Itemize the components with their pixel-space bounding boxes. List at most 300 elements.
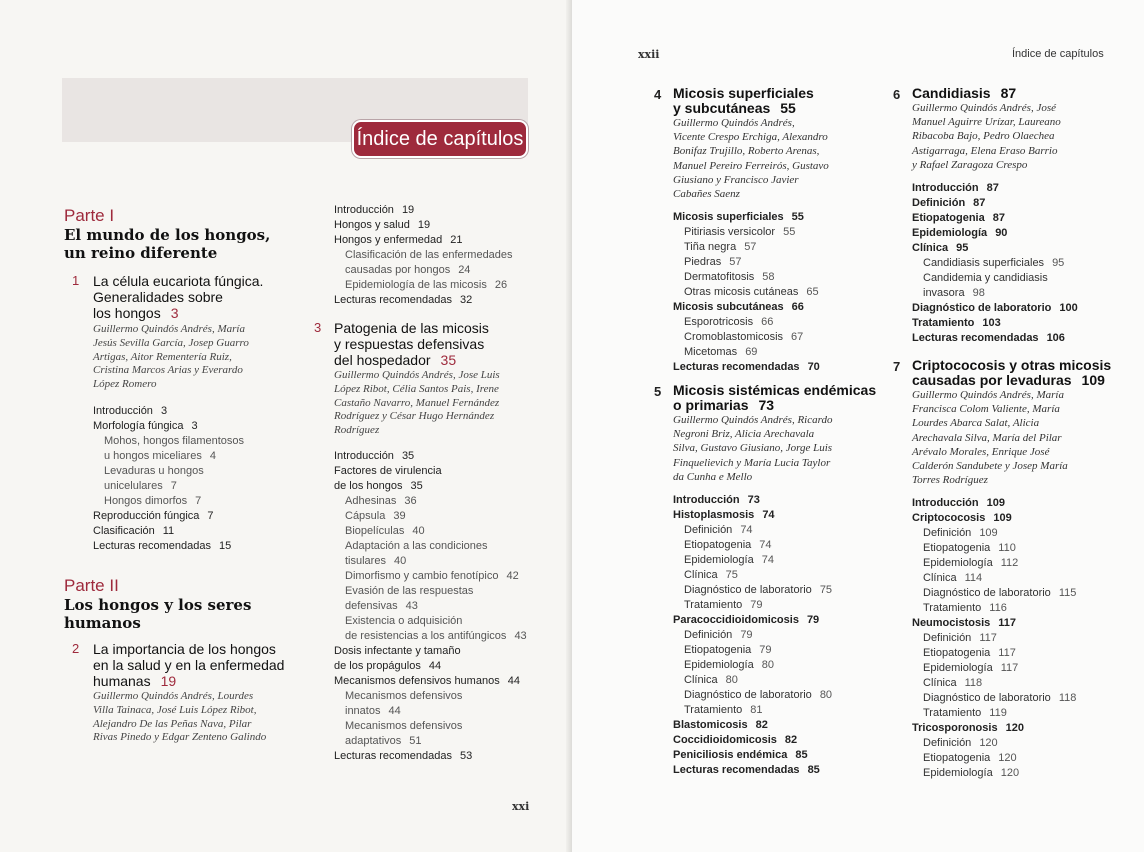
toc-entry[interactable] <box>334 704 564 719</box>
toc-entry[interactable] <box>912 751 1127 766</box>
toc-entry[interactable] <box>912 271 1127 286</box>
toc-entry-text: Piedras <box>684 256 722 269</box>
toc-entry[interactable] <box>93 479 313 494</box>
toc-entry-text: Introducción <box>334 449 394 462</box>
toc-entry[interactable] <box>334 554 564 569</box>
toc-entry-page: 95 <box>956 242 969 255</box>
chapter-title-line[interactable]: causadas por levaduras <box>912 372 1072 388</box>
toc-entry-page: 7 <box>170 479 177 492</box>
toc-entry-text: Tratamiento <box>912 317 975 330</box>
toc-entry[interactable] <box>673 285 878 300</box>
toc-entry-text: Etiopatogenia <box>684 644 752 657</box>
toc-entry-text: Mecanismos defensivos <box>345 719 463 732</box>
chapter-number: 7 <box>893 359 901 374</box>
toc-entry-page: 118 <box>964 677 983 690</box>
toc-entry[interactable] <box>334 218 564 233</box>
toc-entry-text: Evasión de las respuestas <box>345 584 474 597</box>
toc-entry-text: Clínica <box>923 677 957 690</box>
chapter-authors <box>93 690 313 745</box>
part-title-line: Los hongos y los seres <box>64 596 252 614</box>
toc-entry[interactable] <box>912 511 1127 526</box>
toc-entry[interactable] <box>334 584 564 599</box>
toc-entry[interactable] <box>673 210 878 225</box>
toc-entry-text: Clínica <box>684 569 718 582</box>
toc-entry-page: 58 <box>762 271 775 284</box>
toc-entry[interactable] <box>912 226 1127 241</box>
toc-entry-text: Introducción <box>93 404 153 417</box>
author-line: Astigarraga, Elena Eraso Barrio <box>912 144 1058 157</box>
chapter-title-line[interactable]: La importancia de los hongos <box>93 641 276 657</box>
toc-entry[interactable] <box>673 748 878 763</box>
toc-entry[interactable] <box>334 539 564 554</box>
toc-entry[interactable] <box>334 689 564 704</box>
author-line: Manuel Aguirre Urízar, Laureano <box>912 116 1061 129</box>
author-line: Torres Rodríguez <box>912 474 988 487</box>
toc-entry[interactable] <box>673 225 878 240</box>
toc-entry-page: 66 <box>761 316 774 329</box>
author-line: Guillermo Quindós Andrés, María <box>93 323 245 335</box>
toc-entry-page: 103 <box>982 317 1001 330</box>
chapter-authors <box>912 101 1127 172</box>
toc-entry-page: 109 <box>993 512 1012 525</box>
toc-entry-text: defensivas <box>345 599 398 612</box>
chapter-title-line[interactable]: Candidiasis <box>912 85 991 101</box>
author-line: Guillermo Quindós Andrés, Ricardo <box>673 414 833 426</box>
toc-entry-page: 79 <box>750 599 763 612</box>
toc-entry[interactable] <box>334 734 564 749</box>
toc-entry-text: Hongos y enfermedad <box>334 234 443 246</box>
toc-entry[interactable] <box>334 509 564 524</box>
toc-entry[interactable] <box>673 553 878 568</box>
toc-entry[interactable] <box>673 538 878 553</box>
toc-entry[interactable] <box>334 263 564 278</box>
toc-entry[interactable] <box>673 598 878 613</box>
toc-entry[interactable] <box>334 719 564 734</box>
toc-entry-page: 82 <box>755 719 768 732</box>
toc-entry[interactable] <box>673 733 878 748</box>
toc-entry-page: 106 <box>1046 332 1065 345</box>
toc-entry[interactable] <box>912 631 1127 646</box>
toc-entry[interactable] <box>334 629 564 644</box>
toc-entry[interactable] <box>673 688 878 703</box>
toc-entry-text: Lecturas recomendadas <box>673 764 800 777</box>
toc-entry-text: invasora <box>923 287 965 300</box>
toc-entry-text: Epidemiología <box>912 227 988 240</box>
toc-entry-page: 110 <box>998 542 1016 555</box>
toc-entry-text: Criptococosis <box>912 512 986 525</box>
chapter-authors <box>334 369 564 438</box>
chapter-number: 2 <box>72 641 80 656</box>
chapter-authors <box>673 116 878 201</box>
toc-entry[interactable] <box>912 736 1127 751</box>
toc-entry-page: 66 <box>791 301 804 314</box>
toc-entry[interactable] <box>673 255 878 270</box>
chapter-title-line[interactable]: Micosis sistémicas endémicas <box>673 382 877 398</box>
toc-entry[interactable] <box>673 763 878 778</box>
toc-entry-text: Blastomicosis <box>673 719 748 732</box>
chapter-page: 19 <box>160 673 177 689</box>
toc-entry-text: Reproducción fúngica <box>93 509 200 522</box>
toc-entry[interactable] <box>334 599 564 614</box>
toc-entry[interactable] <box>334 614 564 629</box>
toc-entry-page: 74 <box>762 509 775 522</box>
toc-entry-text: Paracoccidioidomicosis <box>673 614 799 627</box>
toc-entry[interactable] <box>673 583 878 598</box>
toc-entry-text: Candidiasis superficiales <box>923 257 1045 270</box>
author-line: López Romero <box>93 378 157 391</box>
chapter-title-line[interactable]: Generalidades sobre <box>93 289 223 305</box>
toc-entry-page: 115 <box>1058 587 1077 600</box>
toc-entry-text: Introducción <box>334 204 394 216</box>
chapter-title-line[interactable]: Patogenia de las micosis <box>334 320 489 336</box>
toc-entry-text: Epidemiología <box>923 662 993 675</box>
toc-entry-text: Histoplasmosis <box>673 509 755 522</box>
chapter-title-line[interactable]: o primarias <box>673 397 749 413</box>
chapter-title-line[interactable]: humanas <box>93 673 151 689</box>
toc-entry[interactable] <box>912 661 1127 676</box>
chapter-title-line[interactable]: los hongos <box>93 305 161 321</box>
toc-entry[interactable] <box>93 494 313 509</box>
toc-entry-text: Diagnóstico de laboratorio <box>912 302 1052 315</box>
toc-entry[interactable] <box>673 703 878 718</box>
toc-entry-text: Clínica <box>912 242 949 255</box>
running-head: Índice de capítulos <box>1012 48 1104 60</box>
chapter-page: 55 <box>780 100 796 116</box>
toc-entry[interactable] <box>334 293 564 308</box>
toc-entry-text: Lecturas recomendadas <box>334 294 453 306</box>
toc-entry[interactable] <box>93 509 313 524</box>
author-line: Calderón Sandubete y Josep María <box>912 460 1068 473</box>
toc-entry[interactable] <box>93 464 313 479</box>
author-line: Ribacoba Bajo, Pedro Olaechea <box>912 130 1055 143</box>
toc-entry[interactable] <box>912 331 1127 346</box>
toc-entry-page: 87 <box>992 212 1005 225</box>
chapter-title-line[interactable]: La célula eucariota fúngica. <box>93 273 264 289</box>
toc-entry[interactable] <box>334 524 564 539</box>
chapter-title-line[interactable]: del hospedador <box>334 352 431 368</box>
author-line: Lourdes Abarca Salat, Alicia <box>912 417 1040 430</box>
toc-entry-text: Micosis superficiales <box>673 211 784 224</box>
author-line: y Rafael Zaragoza Crespo <box>912 158 1028 171</box>
toc-entry[interactable] <box>673 300 878 315</box>
part-title-line: El mundo de los hongos, <box>64 226 271 244</box>
toc-entry-page: 40 <box>393 554 407 567</box>
chapter-title-line[interactable]: Micosis superficiales <box>673 85 814 101</box>
toc-entry-text: Definición <box>912 197 966 210</box>
author-line: Arechavala Silva, María del Pilar <box>912 431 1062 444</box>
toc-entry-page: 4 <box>209 449 216 462</box>
toc-entry[interactable] <box>93 449 313 464</box>
author-line: Guillermo Quindós Andrés, José <box>912 102 1057 114</box>
chapter-title-line[interactable]: y subcutáneas <box>673 100 771 116</box>
toc-entry-page: 24 <box>458 264 471 276</box>
author-line: Castaño Navarro, Manuel Fernández <box>334 396 500 409</box>
chapter-title-line[interactable]: en la salud y en la enfermedad <box>93 657 285 673</box>
toc-entry[interactable] <box>334 569 564 584</box>
toc-entry[interactable] <box>673 718 878 733</box>
toc-entry-text: Lecturas recomendadas <box>93 539 212 552</box>
part-1-heading <box>64 206 304 262</box>
toc-entry-page: 55 <box>791 211 804 224</box>
chapter-title-line[interactable]: Criptococosis y otras micosis <box>912 357 1112 373</box>
part-title-line: un reino diferente <box>64 244 218 262</box>
author-line: Bonifaz Trujillo, Roberto Arenas, <box>673 145 820 158</box>
chapter-number: 5 <box>654 384 662 399</box>
toc-entry-text: Cápsula <box>345 509 386 522</box>
toc-entry-page: 120 <box>1005 722 1024 735</box>
toc-entry-page: 57 <box>744 241 757 254</box>
toc-entry-text: Micetomas <box>684 346 738 359</box>
toc-entry[interactable] <box>912 766 1127 781</box>
toc-entry-page: 117 <box>998 617 1016 630</box>
toc-entry-text: Introducción <box>673 494 740 507</box>
toc-entry[interactable] <box>673 523 878 538</box>
toc-entry[interactable] <box>334 248 564 263</box>
toc-entry-text: Adaptación a las condiciones <box>345 539 488 552</box>
author-line: Rivas Pinedo y Edgar Zenteno Galindo <box>93 731 267 744</box>
index-title-badge: Índice de capítulos <box>352 120 528 158</box>
toc-entry[interactable] <box>673 270 878 285</box>
toc-entry-page: 109 <box>979 527 998 540</box>
toc-entry[interactable] <box>912 181 1127 196</box>
chapter-number: 6 <box>893 87 901 102</box>
toc-entry-text: Mohos, hongos filamentosos <box>104 434 245 447</box>
toc-entry[interactable] <box>673 658 878 673</box>
toc-entry-text: Epidemiología de las micosis <box>345 279 487 291</box>
toc-entry-text: Epidemiología <box>923 767 993 780</box>
toc-entry-text: Etiopatogenia <box>923 542 991 555</box>
chapter-title-line[interactable]: y respuestas defensivas <box>334 336 485 352</box>
toc-entry-page: 80 <box>819 689 833 702</box>
toc-entry[interactable] <box>93 404 313 419</box>
toc-entry[interactable] <box>334 449 564 464</box>
toc-entry[interactable] <box>912 571 1127 586</box>
author-line: Arévalo Morales, Enrique José <box>912 445 1050 458</box>
toc-entry-text: Clasificación <box>93 524 155 537</box>
toc-entry[interactable] <box>912 706 1127 721</box>
toc-entry-text: Clasificación de las enfermedades <box>345 249 513 261</box>
chapter-2-entries <box>334 203 564 308</box>
toc-entry-page: 79 <box>806 614 820 627</box>
toc-entry-page: 117 <box>979 632 997 645</box>
toc-entry-text: Lecturas recomendadas <box>673 361 800 374</box>
toc-entry-page: 98 <box>972 287 985 300</box>
author-line: Cristina Marcos Arias y Everardo <box>93 364 243 377</box>
toc-entry-page: 55 <box>783 226 796 239</box>
toc-entry[interactable] <box>93 419 313 434</box>
toc-entry-text: Micosis subcutáneas <box>673 301 784 314</box>
page-folio: xxi <box>512 800 530 813</box>
toc-entry[interactable] <box>912 286 1127 301</box>
toc-entry-page: 57 <box>729 256 742 269</box>
toc-entry[interactable] <box>673 613 878 628</box>
toc-entry-page: 117 <box>998 647 1016 660</box>
author-line: Jesús Sevilla García, Josep Guarro <box>93 336 249 349</box>
toc-entry-page: 15 <box>219 539 232 552</box>
toc-entry[interactable] <box>673 628 878 643</box>
toc-entry-text: Epidemiología <box>684 659 754 672</box>
toc-entry-text: Tratamiento <box>684 704 743 717</box>
toc-entry-page: 81 <box>750 704 763 717</box>
toc-entry[interactable] <box>912 316 1127 331</box>
toc-entry-page: 74 <box>761 554 774 567</box>
toc-entry[interactable] <box>93 539 313 554</box>
toc-entry[interactable] <box>912 586 1127 601</box>
toc-entry[interactable] <box>912 601 1127 616</box>
author-line: Francisca Colom Valiente, María <box>912 403 1060 416</box>
toc-entry[interactable] <box>673 673 878 688</box>
toc-entry[interactable] <box>673 315 878 330</box>
toc-entry-page: 79 <box>759 644 772 657</box>
toc-entry-text: Tratamiento <box>923 602 982 615</box>
toc-entry-page: 82 <box>784 734 798 747</box>
chapter-page: 35 <box>440 352 457 368</box>
toc-entry-text: Definición <box>923 737 972 750</box>
author-line: Guillermo Quindós Andrés, Lourdes <box>93 690 254 702</box>
toc-entry[interactable] <box>912 541 1127 556</box>
toc-entry-text: Morfología fúngica <box>93 419 184 432</box>
toc-entry[interactable] <box>912 616 1127 631</box>
toc-entry-page: 87 <box>986 182 999 195</box>
toc-entry[interactable] <box>912 196 1127 211</box>
toc-entry-page: 19 <box>401 204 415 216</box>
author-line: Guillermo Quindós Andrés, <box>673 117 795 129</box>
toc-entry-page: 69 <box>745 346 758 359</box>
toc-entry-page: 26 <box>494 279 508 291</box>
page-folio: xxii <box>638 48 660 61</box>
toc-entry-page: 117 <box>1000 662 1019 675</box>
toc-entry-page: 79 <box>740 629 753 642</box>
toc-entry[interactable] <box>912 646 1127 661</box>
toc-entry-page: 7 <box>207 509 214 522</box>
toc-entry[interactable] <box>912 676 1127 691</box>
toc-entry-page: 35 <box>401 449 415 462</box>
chapter-number: 3 <box>314 320 322 335</box>
toc-entry-text: Diagnóstico de laboratorio <box>923 692 1051 705</box>
toc-entry[interactable] <box>912 211 1127 226</box>
toc-entry-text: Etiopatogenia <box>684 539 752 552</box>
toc-entry[interactable] <box>912 496 1127 511</box>
toc-entry[interactable] <box>673 330 878 345</box>
toc-entry-page: 112 <box>1000 557 1019 570</box>
toc-entry-text: Epidemiología <box>923 557 993 570</box>
toc-entry-text: Etiopatogenia <box>923 752 991 765</box>
toc-entry[interactable] <box>334 464 564 479</box>
toc-entry-text: Tiña negra <box>684 241 737 254</box>
toc-entry[interactable] <box>334 644 564 659</box>
toc-entry[interactable] <box>912 256 1127 271</box>
toc-entry[interactable] <box>334 479 564 494</box>
author-line: Artigas, Aitor Rementería Ruiz, <box>93 350 232 363</box>
toc-entry[interactable] <box>334 749 564 764</box>
author-line: Rodríguez <box>334 424 380 437</box>
author-line: Negroni Briz, Alicia Arechavala <box>673 428 815 441</box>
toc-entry-text: de los hongos <box>334 479 403 492</box>
toc-entry-text: Definición <box>923 527 972 540</box>
toc-entry-text: Pitiriasis versicolor <box>684 226 776 239</box>
chapter-page: 87 <box>1000 85 1017 101</box>
toc-entry[interactable] <box>673 360 878 375</box>
toc-entry[interactable] <box>912 691 1127 706</box>
chapter-entries <box>912 181 1127 346</box>
toc-entry[interactable] <box>912 721 1127 736</box>
toc-entry[interactable] <box>334 674 564 689</box>
toc-entry-text: de resistencias a los antifúngicos <box>345 629 507 642</box>
toc-entry[interactable] <box>93 434 313 449</box>
toc-entry[interactable] <box>334 278 564 293</box>
toc-entry[interactable] <box>673 240 878 255</box>
toc-entry-text: Lecturas recomendadas <box>334 749 453 762</box>
toc-entry-text: Dermatofitosis <box>684 271 755 284</box>
toc-entry[interactable] <box>673 643 878 658</box>
toc-entry-page: 44 <box>388 704 401 717</box>
toc-entry[interactable] <box>912 241 1127 256</box>
toc-entry-text: Epidemiología <box>684 554 754 567</box>
toc-entry-page: 3 <box>191 419 198 432</box>
author-line: da Cunha e Mello <box>673 470 753 483</box>
toc-entry-page: 19 <box>417 219 431 231</box>
toc-entry-text: Adhesinas <box>345 494 397 507</box>
chapter-number: 4 <box>654 87 662 102</box>
toc-entry[interactable] <box>912 526 1127 541</box>
toc-entry-text: Tricosporonosis <box>912 722 998 735</box>
toc-entry-page: 44 <box>428 659 442 672</box>
part-label: Parte II <box>64 576 119 595</box>
toc-entry[interactable] <box>334 659 564 674</box>
toc-entry[interactable] <box>334 233 564 248</box>
toc-entry-page: 95 <box>1052 257 1065 270</box>
author-line: López Ribot, Célia Santos Pais, Irene <box>334 382 499 395</box>
toc-entry-text: Dosis infectante y tamaño <box>334 644 461 657</box>
toc-entry-text: Peniciliosis endémica <box>673 749 788 762</box>
chapter-entries <box>912 496 1127 781</box>
toc-entry-text: Levaduras u hongos <box>104 464 204 477</box>
toc-entry[interactable] <box>673 493 878 508</box>
toc-entry[interactable] <box>93 524 313 539</box>
toc-entry[interactable] <box>912 301 1127 316</box>
toc-entry-page: 120 <box>979 737 998 750</box>
toc-entry-text: Coccidioidomicosis <box>673 734 777 747</box>
toc-entry-page: 100 <box>1059 302 1078 315</box>
toc-entry-page: 120 <box>1000 767 1020 780</box>
toc-entry-text: Tratamiento <box>684 599 743 612</box>
author-line: Cabañes Saenz <box>673 188 740 201</box>
toc-entry[interactable] <box>673 508 878 523</box>
toc-entry[interactable] <box>334 494 564 509</box>
toc-entry-page: 21 <box>450 234 463 246</box>
toc-entry[interactable] <box>673 568 878 583</box>
toc-entry[interactable] <box>912 556 1127 571</box>
toc-entry-page: 53 <box>460 749 473 762</box>
part-title-line: humanos <box>64 614 141 632</box>
toc-entry-text: Clínica <box>923 572 957 585</box>
toc-entry-text: Diagnóstico de laboratorio <box>923 587 1051 600</box>
part-2-heading <box>64 576 304 632</box>
toc-entry-page: 114 <box>964 572 983 585</box>
toc-entry-text: Definición <box>684 524 733 537</box>
toc-entry-text: unicelulares <box>104 479 163 492</box>
toc-entry-page: 43 <box>405 599 418 612</box>
toc-entry-text: tisulares <box>345 554 386 567</box>
toc-entry[interactable] <box>673 345 878 360</box>
toc-entry-page: 118 <box>1058 692 1077 705</box>
toc-entry[interactable] <box>334 203 564 218</box>
toc-entry-page: 75 <box>819 584 833 597</box>
chapter-page: 73 <box>758 397 775 413</box>
right-page <box>572 0 1144 852</box>
toc-entry-text: Introducción <box>912 497 979 510</box>
toc-entry-page: 109 <box>986 497 1005 510</box>
